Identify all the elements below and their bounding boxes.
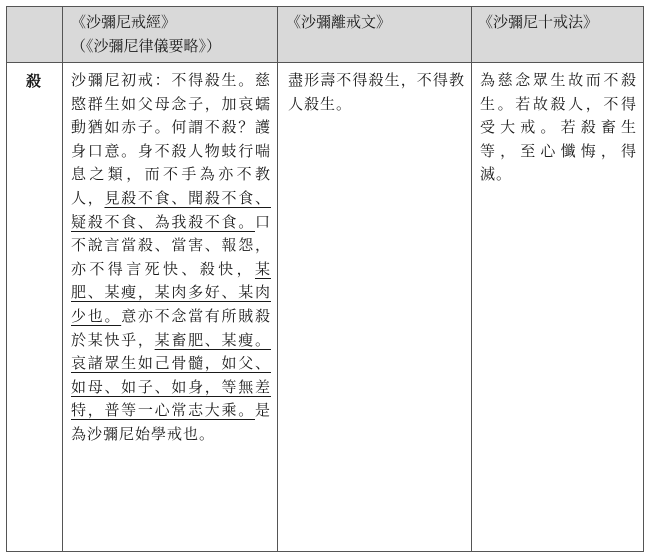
row-label: 殺 xyxy=(26,72,42,90)
precept-row-killing xyxy=(7,63,644,552)
row-label-cell xyxy=(7,63,63,552)
shamini-sutra-text-cell xyxy=(63,63,278,552)
header-shamini-sutra xyxy=(63,7,278,63)
precepts-comparison-table xyxy=(6,6,644,552)
header-shamini-ten-precepts xyxy=(472,7,644,63)
underlined-segment: 見殺不食、聞殺不食、疑殺不食、為我殺不食。 xyxy=(71,188,271,231)
shami-li-jie-wen-text: 盡形壽不得殺生，不得教人殺生。 xyxy=(288,71,465,113)
header-shami-li-jie-wen-title: 《沙彌離戒文》 xyxy=(286,13,392,31)
header-empty-cell xyxy=(7,7,63,63)
shamini-ten-precepts-text: 為慈念眾生故而不殺生。若故殺人，不得受大戒。若殺畜生等，至心懺悔，得滅。 xyxy=(480,71,637,184)
header-shami-li-jie-wen xyxy=(278,7,472,63)
header-row xyxy=(7,7,644,63)
header-shamini-sutra-subtitle: （《沙彌尼律儀要略》） xyxy=(71,37,222,55)
underlined-segment: 某肥、某瘦，某肉多好、某肉少也。 xyxy=(71,259,271,325)
header-shamini-ten-precepts-title: 《沙彌尼十戒法》 xyxy=(478,13,599,31)
shamini-sutra-text xyxy=(63,63,277,447)
header-shamini-sutra-title: 《沙彌尼戒經》 xyxy=(71,13,177,31)
underlined-segment: 某畜肥、某瘦。哀諸眾生如己骨髓，如父、如母、如子、如身，等無差特，普等一心常志大乘。 xyxy=(71,330,271,420)
text-segment: 意亦不念當有所賊殺於某快乎， xyxy=(71,306,271,349)
text-segment: 沙彌尼初戒：不得殺生。慈愍群生如父母念子，加哀蠕動猶如赤子。何謂不殺？護身口意。身不殺人物蚑行喘息之類，而不手為亦不教人， xyxy=(71,71,271,207)
shami-li-jie-wen-text-cell xyxy=(278,63,472,552)
shamini-ten-precepts-text-cell xyxy=(472,63,644,552)
text-segment: 口不說言當殺、當害、報怨，亦不得言死快、殺快， xyxy=(71,212,271,278)
header-empty-label xyxy=(7,7,62,10)
text-segment: 是為沙彌尼始學戒也。 xyxy=(71,401,271,443)
